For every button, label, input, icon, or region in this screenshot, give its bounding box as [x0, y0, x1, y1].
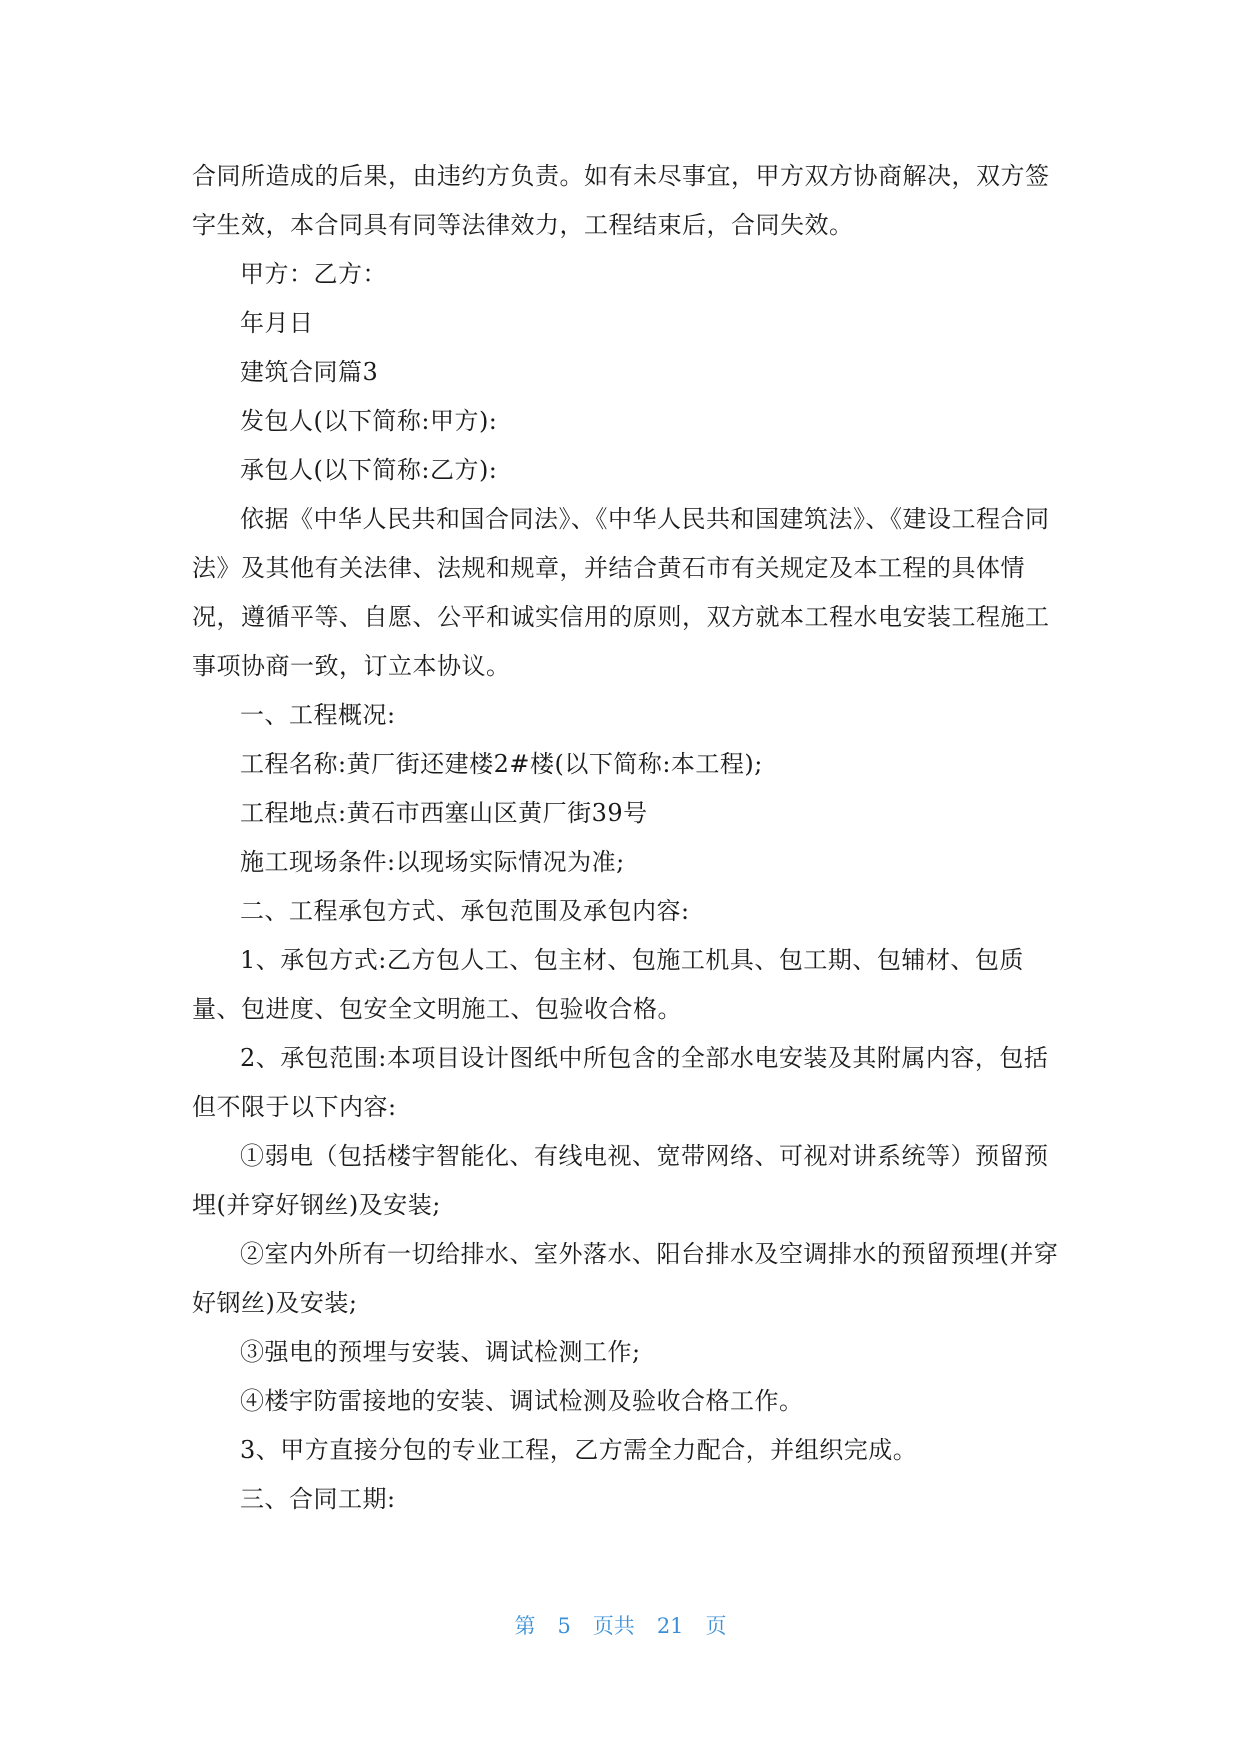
paragraph: 工程地点:黄石市西塞山区黄厂街39号: [240, 799, 648, 827]
paragraph: 1、承包方式:乙方包人工、包主材、包施工机具、包工期、包辅材、包质量、包进度、包安全文明施工、包验收合格。: [192, 946, 1024, 1023]
footer-prefix: 第: [514, 1614, 536, 1638]
paragraph: 依据《中华人民共和国合同法》、《中华人民共和国建筑法》、《建设工程合同法》及其他有关法律、法规和规章，并结合黄石市有关规定及本工程的具体情况，遵循平等、自愿、公平和诚实信用的原则，双方就本工程水电安装工程施工事项协商一致，订立本协议。: [192, 505, 1050, 680]
paragraph: 工程名称:黄厂街还建楼2#楼(以下简称:本工程);: [240, 750, 763, 778]
paragraph: 施工现场条件:以现场实际情况为准;: [240, 848, 625, 876]
paragraph: 3、甲方直接分包的专业工程，乙方需全力配合，并组织完成。: [240, 1436, 918, 1464]
paragraph: 2、承包范围:本项目设计图纸中所包含的全部水电安装及其附属内容，包括但不限于以下内容:: [192, 1044, 1049, 1121]
paragraph: ③强电的预埋与安装、调试检测工作;: [240, 1338, 641, 1366]
paragraph: 建筑合同篇3: [240, 358, 379, 386]
paragraph: 合同所造成的后果，由违约方负责。如有未尽事宜，甲方双方协商解决，双方签字生效，本合同具有同等法律效力，工程结束后，合同失效。: [192, 162, 1050, 239]
paragraph: 年月日: [240, 309, 314, 337]
footer-total-pages: 21: [656, 1614, 684, 1638]
footer-suffix: 页: [705, 1614, 727, 1638]
page-footer: [0, 1610, 1241, 1640]
paragraph: ②室内外所有一切给排水、室外落水、阳台排水及空调排水的预留预埋(并穿好钢丝)及安装;: [192, 1240, 1059, 1317]
document-body: [192, 152, 1060, 1524]
paragraph: 二、工程承包方式、承包范围及承包内容:: [240, 897, 690, 925]
paragraph: 一、工程概况:: [240, 701, 396, 729]
paragraph: 三、合同工期:: [240, 1485, 396, 1513]
paragraph: 甲方：乙方：: [240, 260, 387, 288]
footer-middle: 页共: [592, 1614, 635, 1638]
paragraph: ④楼宇防雷接地的安装、调试检测及验收合格工作。: [240, 1387, 804, 1415]
paragraph: ①弱电（包括楼宇智能化、有线电视、宽带网络、可视对讲系统等）预留预埋(并穿好钢丝)及安装;: [192, 1142, 1049, 1219]
footer-page-number: 5: [557, 1614, 571, 1638]
paragraph: 发包人(以下简称:甲方):: [240, 407, 498, 435]
paragraph: 承包人(以下简称:乙方):: [240, 456, 498, 484]
